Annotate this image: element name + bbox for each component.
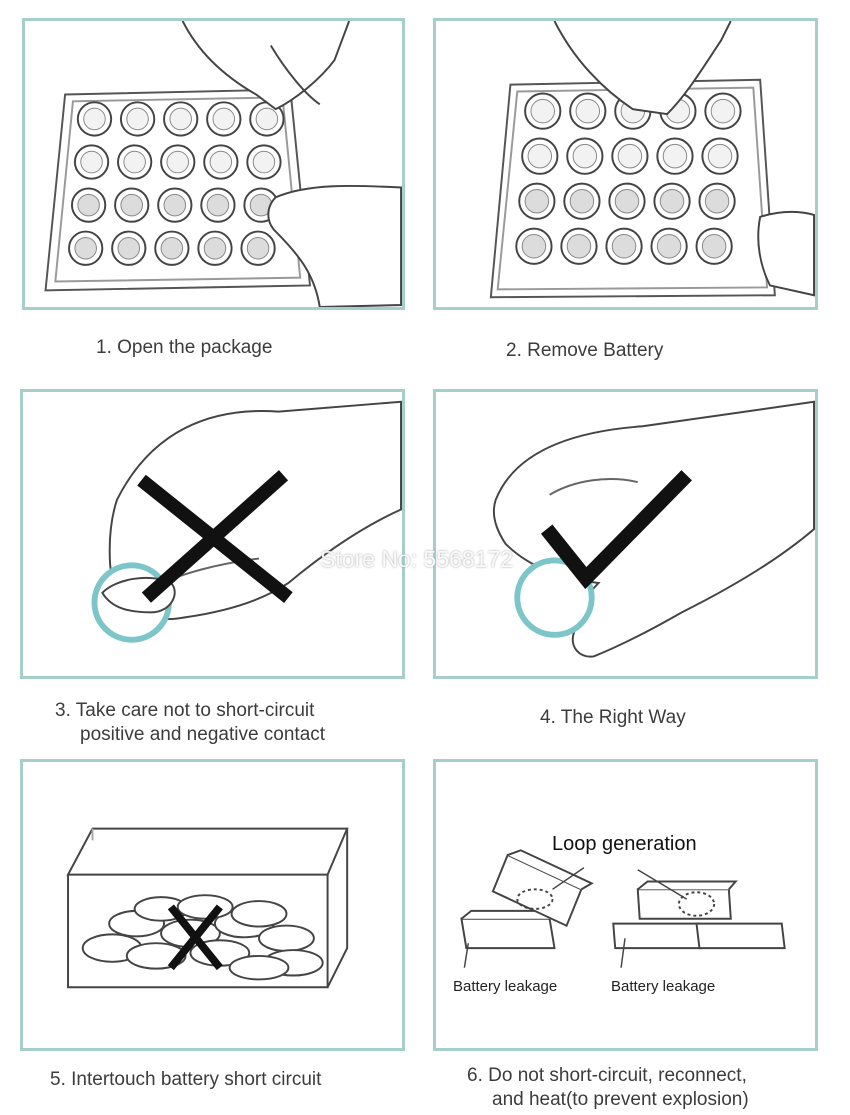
step4-caption: 4. The Right Way (540, 707, 686, 728)
coin-cell-battery-face (660, 189, 684, 213)
coin-cell-battery-face (207, 194, 229, 216)
step1-caption: 1. Open the package (96, 337, 273, 358)
loop-generation-title: Loop generation (552, 833, 697, 855)
coin-cell-battery-face (256, 108, 278, 130)
coin-cell-battery-face (528, 144, 552, 168)
battery-tray-open-drawing (25, 21, 402, 307)
coin-cell-battery-face (711, 99, 735, 123)
coin-cell-battery-face (573, 144, 597, 168)
step6-caption (467, 1064, 749, 1112)
coin-cell-battery-face (702, 235, 726, 259)
coin-cell-battery-face (253, 151, 275, 173)
coin-cell-battery-face (167, 151, 189, 173)
coin-cell-battery-face (531, 99, 555, 123)
coin-cell-battery-face (210, 151, 232, 173)
coin-cell-battery-face (708, 144, 732, 168)
coin-cell-battery-face (522, 235, 546, 259)
coin-cell-battery-face (663, 144, 687, 168)
coin-cell-battery-face (118, 237, 140, 259)
coin-cell-battery-face (247, 237, 269, 259)
coin-cell-battery-face (204, 237, 226, 259)
coin-cell-battery-face (525, 189, 549, 213)
battery-tray-remove-drawing (436, 21, 815, 307)
step3-caption-line2: positive and negative contact (80, 724, 326, 745)
loop-generation-diagram (436, 762, 815, 1048)
coin-cell-battery-face (170, 108, 192, 130)
store-watermark: Store No: 5568172 (320, 546, 514, 572)
coin-cell-battery-face (75, 237, 97, 259)
coin-cell-battery-face (618, 144, 642, 168)
coin-cell-battery-face (705, 189, 729, 213)
coin-cell-battery-face (615, 189, 639, 213)
coin-cell-battery-face (127, 108, 149, 130)
step3-illustration (20, 389, 405, 679)
step6-caption-line1: 6. Do not short-circuit, reconnect, (467, 1065, 747, 1086)
step6-illustration (433, 759, 818, 1051)
wrong-grip-drawing (23, 392, 402, 676)
coin-cell-battery-face (567, 235, 591, 259)
right-grip-drawing (436, 392, 815, 676)
coin-cell-battery-face (612, 235, 636, 259)
coin-cell-battery-face (78, 194, 100, 216)
step2-caption: 2. Remove Battery (506, 340, 664, 361)
coin-cell-battery-face (81, 151, 103, 173)
battery-leakage-right-label: Battery leakage (611, 978, 716, 995)
step3-caption (55, 699, 325, 747)
step1-illustration (22, 18, 405, 310)
battery-leakage-left-label: Battery leakage (453, 978, 558, 995)
step4-illustration (433, 389, 818, 679)
coin-cell-battery-face (161, 237, 183, 259)
batteries-in-box-drawing (23, 762, 402, 1048)
coin-cell-battery-face (121, 194, 143, 216)
coin-cell-battery-face (124, 151, 146, 173)
coin-cell-battery-face (570, 189, 594, 213)
coin-cell-battery-face (213, 108, 235, 130)
step2-illustration (433, 18, 818, 310)
step5-caption: 5. Intertouch battery short circuit (50, 1069, 322, 1090)
coin-cell-battery-face (164, 194, 186, 216)
step3-caption-line1: 3. Take care not to short-circuit (55, 700, 315, 721)
coin-cell-battery-face (84, 108, 106, 130)
step6-caption-line2: and heat(to prevent explosion) (492, 1089, 749, 1110)
coin-cell-battery-face (576, 99, 600, 123)
coin-cell-battery-face (657, 235, 681, 259)
step5-illustration (20, 759, 405, 1051)
